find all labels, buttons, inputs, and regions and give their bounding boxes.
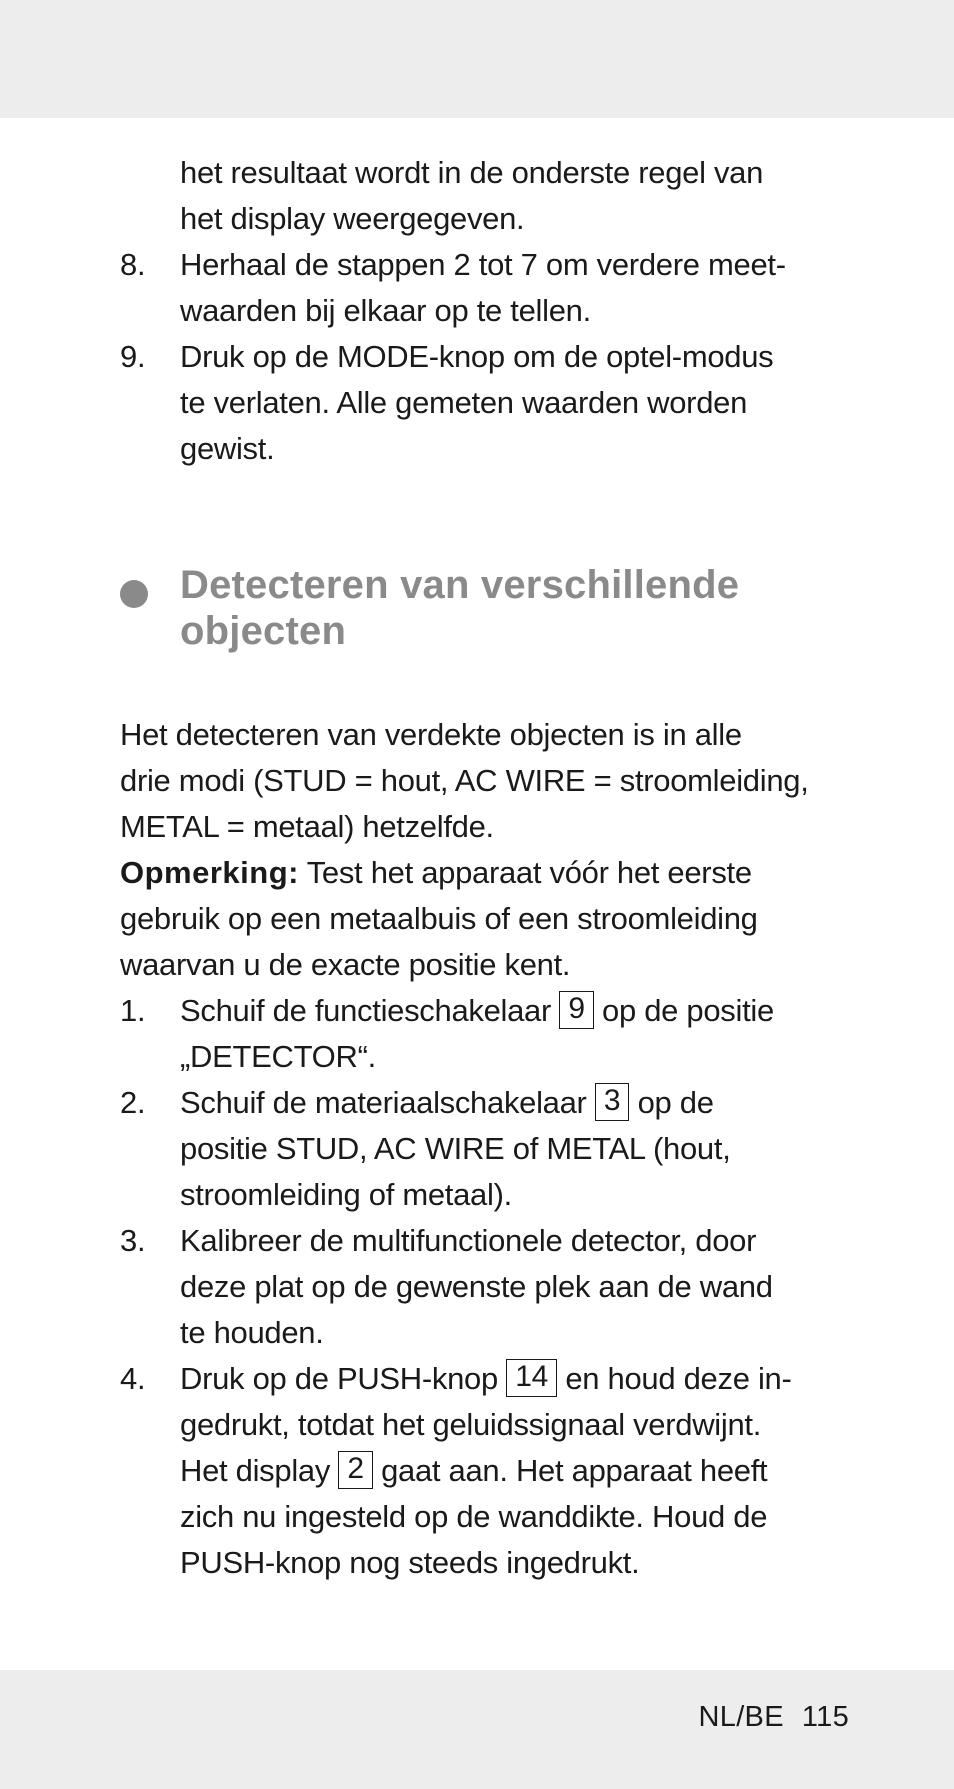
text-line: Kalibreer de multifunctionele detector, door bbox=[180, 1223, 757, 1258]
page-footer bbox=[699, 1697, 849, 1737]
text-line: Herhaal de stappen 2 tot 7 om verdere meet- bbox=[180, 247, 786, 282]
part-reference-box: 2 bbox=[338, 1451, 372, 1489]
note-text: Test het apparaat vóór het eerste bbox=[298, 855, 752, 890]
text-line: stroomleiding of metaal). bbox=[180, 1177, 512, 1212]
text-line: PUSH-knop nog steeds ingedrukt. bbox=[180, 1545, 640, 1580]
locale-label: NL/BE bbox=[698, 1701, 784, 1733]
heading-line: objecten bbox=[180, 609, 347, 653]
text-line: positie STUD, AC WIRE of METAL (hout, bbox=[180, 1131, 731, 1166]
text-span: Schuif de materiaalschakelaar bbox=[180, 1085, 595, 1120]
text-span: gaat aan. Het apparaat heeft bbox=[372, 1453, 768, 1488]
text-line: zich nu ingesteld op de wanddikte. Houd de bbox=[180, 1499, 768, 1534]
text-line: „DETECTOR“. bbox=[180, 1039, 376, 1074]
page-number: 115 bbox=[801, 1701, 849, 1733]
list-item-4 bbox=[120, 1356, 840, 1586]
list-number: 2. bbox=[120, 1085, 146, 1120]
text-line: Het detecteren van verdekte objecten is in alle bbox=[120, 717, 742, 752]
continuation-text bbox=[120, 150, 840, 242]
text-line: Druk op de MODE-knop om de optel-modus bbox=[180, 339, 774, 374]
part-reference-box: 3 bbox=[595, 1083, 629, 1121]
note-paragraph bbox=[120, 850, 840, 988]
text-span: op de positie bbox=[593, 993, 774, 1028]
text-line: waarden bij elkaar op te tellen. bbox=[180, 293, 591, 328]
list-number: 8. bbox=[120, 247, 146, 282]
list-item-8 bbox=[120, 242, 840, 334]
text-line bbox=[180, 1356, 840, 1402]
intro-paragraph bbox=[120, 712, 840, 850]
page-content bbox=[120, 150, 840, 1586]
list-item-1 bbox=[120, 988, 840, 1080]
list-number: 1. bbox=[120, 993, 146, 1028]
list-item-9 bbox=[120, 334, 840, 472]
part-reference-box: 9 bbox=[559, 991, 593, 1029]
list-number: 3. bbox=[120, 1223, 146, 1258]
text-line: gewist. bbox=[180, 431, 275, 466]
text-line: drie modi (STUD = hout, AC WIRE = stroomleiding, bbox=[120, 763, 809, 798]
text-span: op de bbox=[629, 1085, 714, 1120]
text-span: Schuif de functieschakelaar bbox=[180, 993, 560, 1028]
text-line: gedrukt, totdat het geluidssignaal verdwijnt. bbox=[180, 1407, 762, 1442]
list-item-3 bbox=[120, 1218, 840, 1356]
list-number: 4. bbox=[120, 1361, 146, 1396]
text-line: METAL = metaal) hetzelfde. bbox=[120, 809, 494, 844]
text-line: het resultaat wordt in de onderste regel van bbox=[180, 155, 764, 190]
text-span: Druk op de PUSH-knop bbox=[180, 1361, 507, 1396]
section-heading bbox=[120, 562, 840, 654]
text-span: en houd deze in- bbox=[557, 1361, 792, 1396]
list-item-2 bbox=[120, 1080, 840, 1218]
text-line: waarvan u de exacte positie kent. bbox=[120, 947, 571, 982]
part-reference-box: 14 bbox=[506, 1359, 557, 1397]
text-span: Het display bbox=[180, 1453, 339, 1488]
list-number: 9. bbox=[120, 339, 146, 374]
text-line bbox=[180, 1080, 840, 1126]
note-label: Opmerking: bbox=[120, 855, 299, 890]
text-line: te verlaten. Alle gemeten waarden worden bbox=[180, 385, 748, 420]
note-first-line bbox=[120, 850, 840, 896]
text-line: het display weergegeven. bbox=[180, 201, 525, 236]
text-line: deze plat op de gewenste plek aan de wand bbox=[180, 1269, 773, 1304]
heading-line: Detecteren van verschillende bbox=[180, 563, 740, 607]
header-band bbox=[0, 0, 954, 118]
text-line: gebruik op een metaalbuis of een stroomleiding bbox=[120, 901, 758, 936]
bullet-dot-icon bbox=[120, 580, 148, 608]
text-line bbox=[180, 988, 840, 1034]
text-line bbox=[180, 1448, 840, 1494]
text-line: te houden. bbox=[180, 1315, 324, 1350]
